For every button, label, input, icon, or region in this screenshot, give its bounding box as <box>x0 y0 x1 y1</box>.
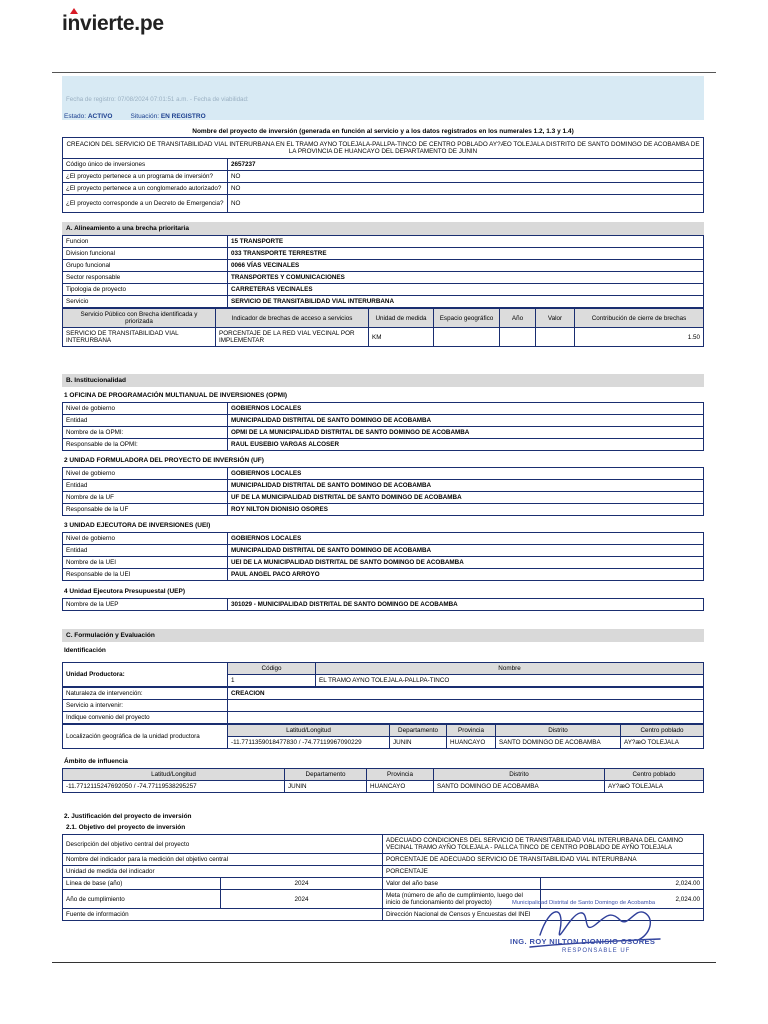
brecha-header: Servicio Público con Brecha identificada y priorizada <box>63 309 216 328</box>
loc-header: Centro poblado <box>621 725 704 737</box>
row-value: NO <box>228 195 704 213</box>
row-value: MUNICIPALIDAD DISTRITAL DE SANTO DOMINGO DE ACOBAMBA <box>228 545 704 557</box>
identificacion-title: Identificación <box>64 647 106 654</box>
opmi-table <box>62 402 704 451</box>
row-value: 2,024.00 <box>541 878 704 890</box>
row-label: Línea de base (año) <box>63 878 221 890</box>
uei-title: 3 UNIDAD EJECUTORA DE INVERSIONES (UEI) <box>64 522 211 529</box>
row-value: UEI DE LA MUNICIPALIDAD DISTRITAL DE SANTO DOMINGO DE ACOBAMBA <box>228 557 704 569</box>
row-label: ¿El proyecto pertenece a un programa de inversión? <box>63 171 228 183</box>
ambito-table <box>62 768 704 793</box>
up-header: Código <box>228 663 316 675</box>
row-label: Fuente de información <box>63 909 383 921</box>
row-value: 15 TRANSPORTE <box>228 236 704 248</box>
row-value: ROY NILTON DIONISIO OSORES <box>228 504 704 516</box>
row-value: 2,024.00 <box>541 890 704 909</box>
row-value: PORCENTAJE DE ADECUADO SERVICIO DE TRANSITABILIDAD VIAL INTERURBANA <box>383 854 704 866</box>
row-value: CREACION <box>228 688 704 700</box>
brecha-cell: KM <box>369 328 434 347</box>
up-cell: EL TRAMO AYNO TOLEJALA-PALLPA-TINCO <box>316 675 704 687</box>
ambito-cell: JUNIN <box>285 781 367 793</box>
section-a-title: A. Alineamiento a una brecha prioritaria <box>62 222 704 235</box>
row-label: Sector responsable <box>63 272 228 284</box>
ambito-header: Provincia <box>367 769 434 781</box>
row-label: Nivel de gobierno <box>63 468 228 480</box>
row-label: Nivel de gobierno <box>63 533 228 545</box>
loc-label: Localización geográfica de la unidad productora <box>63 725 228 749</box>
row-value: SERVICIO DE TRANSITABILIDAD VIAL INTERURBANA <box>228 296 704 308</box>
row-value: Dirección Nacional de Censos y Encuestas del INEI <box>383 909 704 921</box>
row-label: Responsable de la UEI <box>63 569 228 581</box>
row-value <box>228 712 704 724</box>
status-line: Estado: ACTIVO Situación: EN REGISTRO <box>64 113 206 120</box>
brecha-header: Indicador de brechas de acceso a servicios <box>216 309 369 328</box>
loc-cell: HUANCAYO <box>447 737 496 749</box>
signature-role: RESPONSABLE UF <box>562 948 631 954</box>
row-value: PORCENTAJE <box>383 866 704 878</box>
brecha-cell: 1.50 <box>575 328 704 347</box>
uei-table <box>62 532 704 581</box>
row-label: Responsable de la UF <box>63 504 228 516</box>
brecha-header: Espacio geográfico <box>434 309 500 328</box>
brecha-header: Valor <box>536 309 575 328</box>
brecha-header: Unidad de medida <box>369 309 434 328</box>
row-label: Nivel de gobierno <box>63 403 228 415</box>
general-table <box>62 137 704 213</box>
loc-header: Latitud/Longitud <box>228 725 390 737</box>
brecha-header: Año <box>500 309 536 328</box>
row-label: ¿El proyecto pertenece a un conglomerado autorizado? <box>63 183 228 195</box>
top-rule <box>52 72 716 73</box>
invierte-logo: invierte.pe <box>62 12 164 36</box>
section-a-table <box>62 235 704 347</box>
loc-header: Departamento <box>390 725 447 737</box>
loc-cell: JUNIN <box>390 737 447 749</box>
row-value: MUNICIPALIDAD DISTRITAL DE SANTO DOMINGO DE ACOBAMBA <box>228 415 704 427</box>
loc-cell: SANTO DOMINGO DE ACOBAMBA <box>496 737 621 749</box>
brecha-cell: PORCENTAJE DE LA RED VIAL VECINAL POR IMPLEMENTAR <box>216 328 369 347</box>
row-label: Nombre del indicador para la medición del objetivo central <box>63 854 383 866</box>
row-label: Valor del año base <box>383 878 541 890</box>
row-value: MUNICIPALIDAD DISTRITAL DE SANTO DOMINGO DE ACOBAMBA <box>228 480 704 492</box>
justificacion-title: 2. Justificación del proyecto de inversión <box>64 813 192 820</box>
uep-table <box>62 598 704 611</box>
row-label: Entidad <box>63 480 228 492</box>
signature-scribble <box>510 895 675 970</box>
ambito-cell: HUANCAYO <box>367 781 434 793</box>
brecha-cell <box>434 328 500 347</box>
row-label: Entidad <box>63 545 228 557</box>
loc-header: Distrito <box>496 725 621 737</box>
row-label: Nombre de la UF <box>63 492 228 504</box>
brecha-cell: SERVICIO DE TRANSITABILIDAD VIAL INTERURBANA <box>63 328 216 347</box>
row-label: Naturaleza de intervención: <box>63 688 228 700</box>
ambito-header: Latitud/Longitud <box>63 769 285 781</box>
row-value: NO <box>228 183 704 195</box>
row-value: GOBIERNOS LOCALES <box>228 533 704 545</box>
row-label: Descripción del objetivo central del proyecto <box>63 835 383 854</box>
row-value: 2024 <box>221 890 383 909</box>
row-label: Meta (número de año de cumplimiento, luego del inicio de funcionamiento del proyecto) <box>383 890 541 909</box>
row-value: PAUL ANGEL PACO ARROYO <box>228 569 704 581</box>
signature-name: ING. ROY NILTON DIONISIO OSORES <box>510 937 656 946</box>
row-value: 033 TRANSPORTE TERRESTRE <box>228 248 704 260</box>
page-title: Nombre del proyecto de inversión (generada en función al servicio y a los datos registrados en los numerales 1.2, 1.3 y 1.4) <box>192 128 574 135</box>
uf-title: 2 UNIDAD FORMULADORA DEL PROYECTO DE INVERSIÓN (UF) <box>64 457 264 464</box>
row-value: CARRETERAS VECINALES <box>228 284 704 296</box>
row-value: GOBIERNOS LOCALES <box>228 403 704 415</box>
logo-accent-icon <box>70 8 78 14</box>
signature-municipality: Municipalidad Distrital de Santo Domingo de Acobamba <box>512 900 656 906</box>
row-value: 301029 - MUNICIPALIDAD DISTRITAL DE SANTO DOMINGO DE ACOBAMBA <box>228 599 704 611</box>
uep-title: 4 Unidad Ejecutora Presupuestal (UEP) <box>64 588 186 595</box>
identificacion-table <box>62 662 704 749</box>
row-value: 0066 VÍAS VECINALES <box>228 260 704 272</box>
brecha-cell <box>536 328 575 347</box>
ambito-header: Departamento <box>285 769 367 781</box>
row-label: Servicio a intervenir: <box>63 700 228 712</box>
row-label: ¿El proyecto corresponde a un Decreto de Emergencia? <box>63 195 228 213</box>
row-label: Division funcional <box>63 248 228 260</box>
section-c-title: C. Formulación y Evaluación <box>62 629 704 642</box>
section-b-title: B. Institucionalidad <box>62 374 704 387</box>
row-label: Indique convenio del proyecto <box>63 712 228 724</box>
loc-cell: AY?æO TOLEJALA <box>621 737 704 749</box>
row-label: Grupo funcional <box>63 260 228 272</box>
ambito-header: Centro poblado <box>605 769 704 781</box>
row-value: UF DE LA MUNICIPALIDAD DISTRITAL DE SANTO DOMINGO DE ACOBAMBA <box>228 492 704 504</box>
ambito-header: Distrito <box>434 769 605 781</box>
row-label: Servicio <box>63 296 228 308</box>
row-value: OPMI DE LA MUNICIPALIDAD DISTRITAL DE SANTO DOMINGO DE ACOBAMBA <box>228 427 704 439</box>
row-label: Nombre de la UEP <box>63 599 228 611</box>
objetivo-subtitle: 2.1. Objetivo del proyecto de inversión <box>66 824 186 831</box>
registration-date: Fecha de registro: 07/08/2024 07:01:51 a.m. - Fecha de viabilidad: <box>66 96 249 103</box>
row-label: Código único de inversiones <box>63 159 228 171</box>
uf-table <box>62 467 704 516</box>
row-label: Nombre de la UEI <box>63 557 228 569</box>
row-value: RAUL EUSEBIO VARGAS ALCOSER <box>228 439 704 451</box>
opmi-title: 1 OFICINA DE PROGRAMACIÓN MULTIANUAL DE INVERSIONES (OPMI) <box>64 392 288 399</box>
ambito-cell: AY?æO TOLEJALA <box>605 781 704 793</box>
row-label: Tipologia de proyecto <box>63 284 228 296</box>
loc-header: Provincia <box>447 725 496 737</box>
row-label: Funcion <box>63 236 228 248</box>
row-label: Unidad de medida del indicador <box>63 866 383 878</box>
row-label: Nombre de la OPMI: <box>63 427 228 439</box>
row-value: NO <box>228 171 704 183</box>
loc-cell: -11.7711359018477830 / -74.77119967090229 <box>228 737 390 749</box>
unidad-productora-label: Unidad Productora: <box>63 663 228 687</box>
ambito-title: Ámbito de influencia <box>64 758 128 765</box>
row-value: ADECUADO CONDICIONES DEL SERVICIO DE TRANSITABILIDAD VIAL INTERURBANA DEL CAMINO VECINAL TRAMO AYÑO TOLEJALA - PALLCA TINCO DE CENTRO POBLADO DE AYÑO TOLEJALA <box>383 835 704 854</box>
brecha-cell <box>500 328 536 347</box>
bottom-rule <box>52 962 716 963</box>
row-value: GOBIERNOS LOCALES <box>228 468 704 480</box>
up-cell: 1 <box>228 675 316 687</box>
brecha-header: Contribución de cierre de brechas <box>575 309 704 328</box>
ambito-cell: SANTO DOMINGO DE ACOBAMBA <box>434 781 605 793</box>
row-value: TRANSPORTES Y COMUNICACIONES <box>228 272 704 284</box>
ambito-cell: -11.7712115247692050 / -74.77119538295257 <box>63 781 285 793</box>
row-value <box>228 700 704 712</box>
row-label: Responsable de la OPMI: <box>63 439 228 451</box>
up-header: Nombre <box>316 663 704 675</box>
row-value: 2024 <box>221 878 383 890</box>
row-label: Entidad <box>63 415 228 427</box>
row-value: 2657237 <box>228 159 704 171</box>
project-name: CREACION DEL SERVICIO DE TRANSITABILIDAD VIAL INTERURBANA EN EL TRAMO AYNO TOLEJALA-PALLPA-TINCO DE CENTRO POBLADO AY?ÆO TOLEJALA DISTRITO DE SANTO DOMINGO DE ACOBAMBA DE LA PROVINCIA DE HUANCAYO DEL DEPARTAMENTO DE JUNIN <box>63 138 704 159</box>
row-label: Año de cumplimiento <box>63 890 221 909</box>
